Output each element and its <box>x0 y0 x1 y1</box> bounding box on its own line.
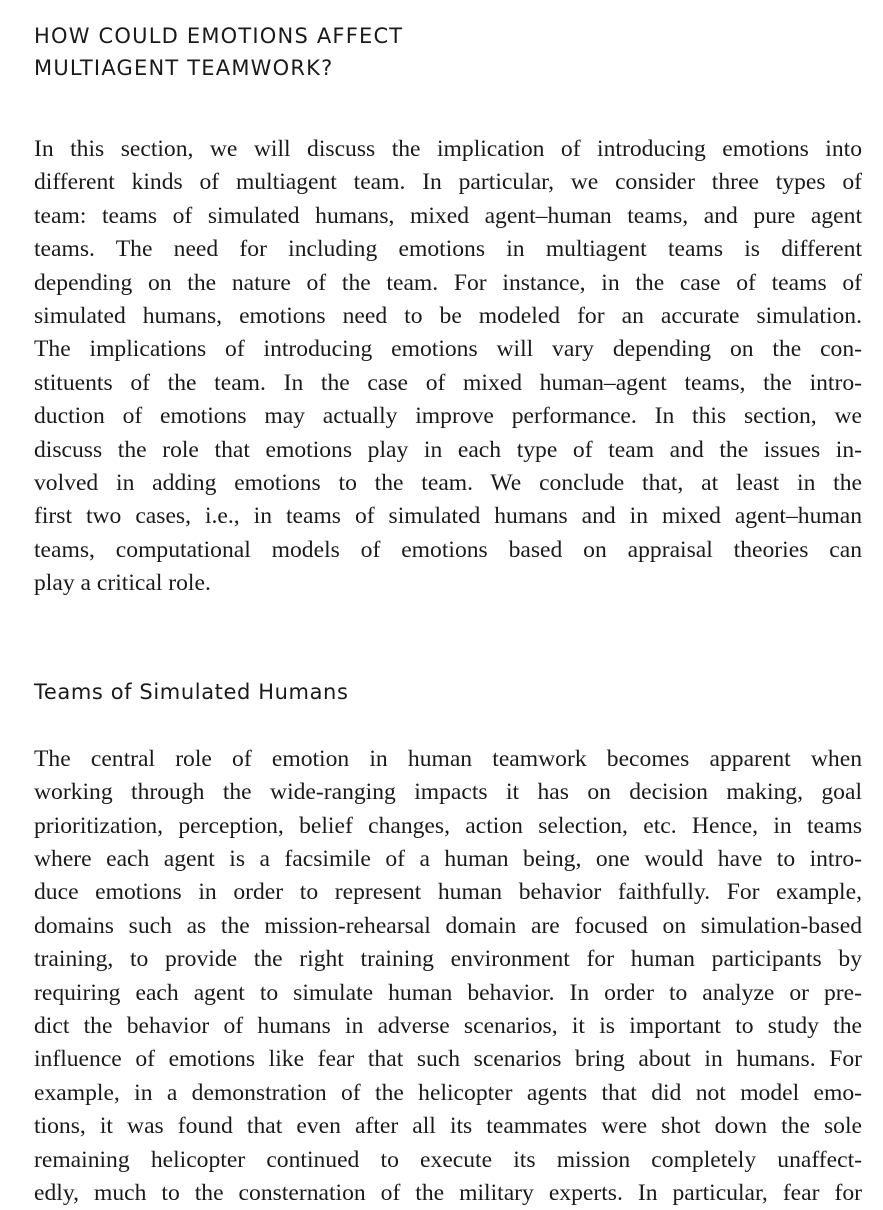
text-line: teams, computational models of emotions based on appraisal theories can <box>34 536 862 563</box>
section-heading-line: MULTIAGENT TEAMWORK? <box>34 56 334 80</box>
section-heading <box>34 20 862 84</box>
text-line: training, to provide the right training environment for human participants by <box>34 946 862 973</box>
text-line: stituents of the team. In the case of mixed human–agent teams, the intro- <box>34 369 862 396</box>
text-line: example, in a demonstration of the helicopter agents that did not model emo- <box>34 1079 862 1106</box>
text-line: first two cases, i.e., in teams of simulated humans and in mixed agent–human <box>34 503 862 530</box>
text-line: working through the wide-ranging impacts it has on decision making, goal <box>34 779 862 806</box>
text-line: different kinds of multiagent team. In particular, we consider three types of <box>34 169 862 196</box>
text-line: discuss the role that emotions play in each type of team and the issues in- <box>34 436 862 463</box>
text-line: where each agent is a facsimile of a human being, one would have to intro- <box>34 845 862 872</box>
text-line: simulated humans, emotions need to be modeled for an accurate simulation. <box>34 303 862 330</box>
text-line: duction of emotions may actually improve performance. In this section, we <box>34 403 862 430</box>
intro-paragraph <box>34 133 862 601</box>
text-line: duce emotions in order to represent human behavior faithfully. For example, <box>34 879 862 906</box>
subsection-heading: Teams of Simulated Humans <box>34 679 349 704</box>
text-line: requiring each agent to simulate human behavior. In order to analyze or pre- <box>34 979 862 1006</box>
text-line: edly, much to the consternation of the military experts. In particular, fear for <box>34 1179 862 1206</box>
text-line: influence of emotions like fear that such scenarios bring about in humans. For <box>34 1046 862 1073</box>
text-line: depending on the nature of the team. For instance, in the case of teams of <box>34 269 862 296</box>
text-line: The central role of emotion in human teamwork becomes apparent when <box>34 745 862 772</box>
text-line: dict the behavior of humans in adverse scenarios, it is important to study the <box>34 1012 862 1039</box>
section-heading-line: HOW COULD EMOTIONS AFFECT <box>34 24 404 48</box>
text-line: In this section, we will discuss the implication of introducing emotions into <box>34 136 862 162</box>
text-line: play a critical role. <box>34 570 211 597</box>
document-page <box>34 20 862 1210</box>
text-line: prioritization, perception, belief changes, action selection, etc. Hence, in teams <box>34 812 862 839</box>
text-line: team: teams of simulated humans, mixed agent–human teams, and pure agent <box>34 202 862 229</box>
text-line: tions, it was found that even after all its teammates were shot down the sole <box>34 1113 862 1140</box>
text-line: remaining helicopter continued to execute its mission completely unaffect- <box>34 1146 862 1173</box>
text-line: The implications of introducing emotions will vary depending on the con- <box>34 336 862 363</box>
text-line: volved in adding emotions to the team. We conclude that, at least in the <box>34 470 862 497</box>
text-line: domains such as the mission-rehearsal domain are focused on simulation-based <box>34 912 862 939</box>
text-line: teams. The need for including emotions in multiagent teams is different <box>34 236 862 263</box>
subsection-paragraph <box>34 743 862 1210</box>
